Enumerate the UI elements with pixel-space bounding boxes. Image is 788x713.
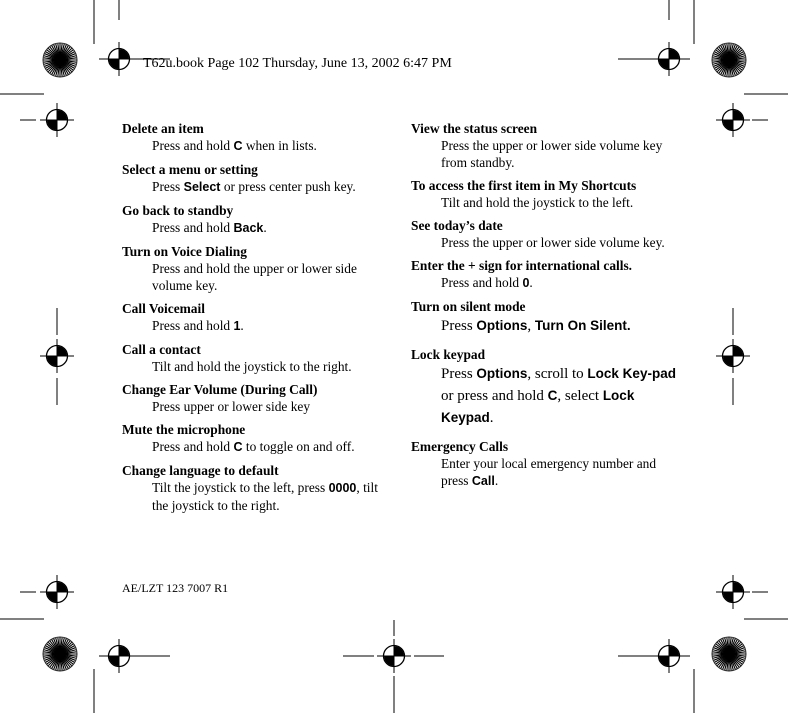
key-label: 1 (233, 319, 241, 333)
entry-title: Change Ear Volume (During Call) (122, 382, 318, 397)
entry-title: To access the first item in My Shortcuts (411, 178, 637, 193)
instruction-text: Press (441, 366, 477, 382)
entry-title: Call a contact (122, 342, 201, 357)
entry-instruction (152, 178, 384, 196)
instruction-text: Enter your local emergency number and press (441, 456, 657, 488)
instruction-entry (411, 299, 681, 337)
page-footer: AE/LZT 123 7007 R1 (122, 581, 229, 595)
entry-title: Lock keypad (411, 347, 486, 362)
instruction-text: or press center push key. (220, 179, 356, 194)
key-label: Call (471, 474, 495, 488)
instruction-entry (122, 301, 384, 335)
instruction-text: Press and hold (441, 275, 523, 290)
entry-title: Turn on Voice Dialing (122, 244, 247, 259)
key-label: 0 (522, 276, 530, 290)
key-label: Select (183, 180, 221, 194)
entry-instruction (152, 479, 384, 514)
instruction-entry (122, 244, 384, 294)
entry-instruction (441, 315, 681, 337)
instruction-entry (411, 258, 681, 292)
entry-instruction (152, 260, 384, 294)
instruction-text: , scroll to (527, 366, 588, 382)
entry-title: See today’s date (411, 218, 503, 233)
instruction-entry (411, 218, 681, 251)
instruction-entry (122, 203, 384, 237)
key-label: Back (233, 221, 264, 235)
instruction-entry (122, 463, 384, 514)
instruction-text: when in lists. (242, 138, 317, 153)
instruction-text: , select (557, 388, 603, 404)
instruction-text: Press the upper or lower side volume key from standby. (441, 138, 663, 170)
key-label: C (547, 388, 558, 403)
instruction-text: or press and hold (441, 388, 548, 404)
entry-title: Enter the + sign for international calls. (411, 258, 633, 273)
instruction-text: Tilt and hold the joystick to the left. (441, 195, 634, 210)
entry-instruction (441, 363, 681, 429)
entry-instruction (152, 137, 384, 155)
entry-instruction (441, 194, 681, 211)
instruction-text: Press upper or lower side key (152, 399, 311, 414)
entry-instruction (152, 317, 384, 335)
entry-title: Select a menu or setting (122, 162, 258, 177)
entry-instruction (441, 234, 681, 251)
instruction-text: Press and hold the upper or lower side volume key. (152, 261, 357, 293)
key-label: Lock Keypad (441, 388, 635, 425)
instruction-text: Press and hold (152, 439, 234, 454)
entry-instruction (152, 358, 384, 375)
instruction-text: , (527, 318, 535, 334)
instruction-text: to toggle on and off. (242, 439, 355, 454)
key-label: C (233, 440, 243, 454)
instruction-text: Press and hold (152, 318, 234, 333)
instruction-text: . (240, 318, 244, 333)
instruction-entry (122, 121, 384, 155)
entry-instruction (152, 219, 384, 237)
instruction-text: Tilt the joystick to the left, press (152, 480, 329, 495)
instruction-entry (122, 382, 384, 415)
left-column (122, 121, 384, 521)
instruction-entry (411, 121, 681, 171)
entry-title: View the status screen (411, 121, 538, 136)
entry-title: Turn on silent mode (411, 299, 526, 314)
right-column (411, 121, 681, 497)
instruction-text: . (263, 220, 267, 235)
instruction-text: . (489, 410, 494, 426)
instruction-text: , tilt the joystick to the right. (152, 480, 378, 513)
instruction-entry (411, 439, 681, 490)
page-header: T62u.book Page 102 Thursday, June 13, 2002 6:47 PM (143, 56, 452, 71)
entry-instruction (441, 137, 681, 171)
key-label: Options (476, 366, 528, 381)
entry-title: Go back to standby (122, 203, 234, 218)
entry-instruction (152, 438, 384, 456)
instruction-entry (122, 422, 384, 456)
entry-instruction (152, 398, 384, 415)
instruction-text: Tilt and hold the joystick to the right. (152, 359, 352, 374)
instruction-text: . (529, 275, 533, 290)
instruction-text: Press (152, 179, 184, 194)
entry-title: Delete an item (122, 121, 204, 136)
instruction-text: Press the upper or lower side volume key. (441, 235, 665, 250)
instruction-text: . (494, 473, 499, 488)
key-label: 0000 (328, 481, 357, 495)
key-label: C (233, 139, 243, 153)
key-label: Options (476, 318, 528, 333)
key-label: Turn On Silent. (534, 318, 631, 333)
instruction-text: Press and hold (152, 220, 234, 235)
entry-title: Emergency Calls (411, 439, 509, 454)
instruction-entry (122, 342, 384, 375)
entry-instruction (441, 455, 681, 490)
instruction-entry (411, 347, 681, 429)
instruction-text: Press (441, 318, 477, 334)
entry-title: Call Voicemail (122, 301, 205, 316)
instruction-entry (411, 178, 681, 211)
entry-instruction (441, 274, 681, 292)
entry-title: Change language to default (122, 463, 279, 478)
instruction-text: Press and hold (152, 138, 234, 153)
entry-title: Mute the microphone (122, 422, 246, 437)
instruction-entry (122, 162, 384, 196)
key-label: Lock Key-pad (587, 366, 676, 381)
